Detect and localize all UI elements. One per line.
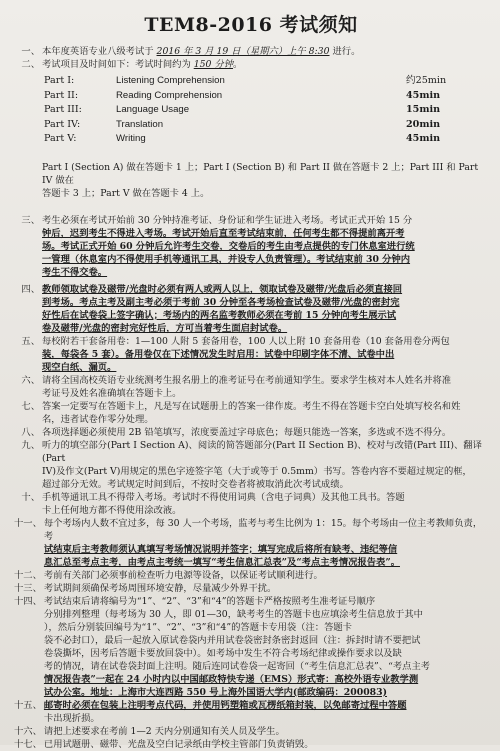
part-label: Part IV:: [44, 118, 81, 130]
part-time: 约25min: [406, 75, 447, 86]
item-2: [14, 58, 488, 71]
rule-line: 息汇总至考点主考，由考点主考统一填写“考生信息汇总表”及“考点主考情况报告表”。: [43, 556, 400, 568]
rule-number: 十六、: [14, 725, 42, 737]
part-label: Part III:: [44, 104, 82, 115]
rule-line: 考前有关部门必须事前检查听力电源等设备，以保证考试顺利进行。: [43, 569, 323, 581]
exam-date: 2016 年 3 月 19 日（星期六）上午 8:30: [156, 46, 330, 57]
rule-line: IV)及作文(Part V)用规定的黑色字迹签字笔（大于或等于 0.5mm）书写。答卷内容不要超过规定的框，: [42, 465, 472, 477]
item-number: 一、: [21, 46, 40, 57]
rule-number: 十四、: [14, 595, 42, 607]
rule-3: [14, 214, 488, 279]
part-time: 20min: [406, 118, 441, 130]
item-1-prefix: 本年度英语专业八级考试于: [42, 46, 157, 57]
rule-line: 已用试题册、磁带、光盘及空白记录纸由学校主管部门负责销毁。: [43, 738, 314, 750]
rule-line: 试结束后主考教师须认真填写考场情况说明并签字；填写完成后将所有缺考、违纪等信: [43, 543, 398, 555]
rule-13: [14, 582, 488, 595]
part-label: Part I:: [44, 75, 75, 86]
rule-line: 场。考试正式开始 60 分钟后允许考生交卷，交卷后的考生由考点提供的专门休息室进行统: [42, 240, 415, 252]
part-time: 45min: [406, 89, 441, 101]
rule-number: 十一、: [14, 517, 42, 529]
rule-4: [14, 283, 488, 335]
rule-line: 卡出现折损。: [43, 712, 100, 724]
item-text: [42, 58, 488, 71]
item-2-prefix: 考试项目及时间如下：考试时间约为: [42, 59, 194, 70]
part-name: Reading Comprehension: [116, 89, 223, 101]
part-row: [44, 118, 488, 133]
rule-number: 九、: [21, 439, 40, 451]
part-time: 15min: [406, 104, 441, 115]
item-1-suffix: 进行。: [329, 46, 361, 57]
rule-6: [14, 374, 488, 400]
rule-line: 手机等通讯工具不得带入考场。考试时不得使用词典（含电子词典）及其他工具书。答题: [42, 491, 405, 503]
rule-16: [14, 725, 488, 738]
rule-line: 袋不必封口），最后一起放入原试卷袋内并用试卷袋密封条密封返回（注：拆封时请不要把试: [43, 634, 421, 646]
answer-sheet-note-line: Part I (Section A) 做在答题卡 1 上；Part I (Section B) 和 Part II 做在答题卡 2 上；Part III 和 Part IV 做在: [42, 161, 479, 186]
rule-number: 八、: [21, 426, 40, 438]
rule-line: 请将全国高校英语专业统测考生报名册上的准考证号在考前通知学生。要求学生核对本人姓名并将准: [42, 374, 452, 386]
page-title: TEM8-2016 考试须知: [144, 14, 358, 36]
rule-line: 情况报告表”一起在 24 小时内以中国邮政特快专递（EMS）形式寄：高校外语专业教学测: [43, 673, 419, 685]
rule-line: 考生必须在考试开始前 30 分钟持准考证、身份证和学生证进入考场。考试正式开始 15 分: [42, 214, 413, 226]
rule-number: 三、: [21, 214, 40, 226]
rule-15: [14, 699, 488, 725]
rule-line: 卷袋撕坏，因考后答题卡要放回袋中）。如考场中发生不符合考场纪律或操作要求以及缺: [43, 647, 402, 659]
answer-sheet-note-line: 答题卡 3 上；Part V 做在答题卡 4 上。: [42, 187, 210, 199]
rule-line: 超过部分无效。考试规定时间到后，不按时交卷者将被取消此次考试成绩。: [42, 478, 349, 490]
exam-duration: 150 分钟: [193, 59, 234, 70]
part-row: [44, 74, 488, 89]
rule-line: 卡上任何地方都不得使用涂改液。: [42, 504, 182, 516]
rule-11: [14, 517, 488, 569]
rule-7: [14, 400, 488, 426]
rule-line: ），然后分别装回编号为“1”、“2”、“3”和“4”的答题卡专用袋（注：答题卡: [43, 621, 352, 633]
item-2-suffix: 。: [233, 59, 243, 70]
rule-9: [14, 439, 488, 491]
rule-line: 名，违者试卷作零分处理。: [42, 413, 154, 425]
part-time: 45min: [406, 133, 441, 144]
item-1: [14, 45, 488, 58]
part-row: [44, 103, 488, 118]
rule-12: [14, 569, 488, 582]
rule-5: [14, 335, 488, 374]
rule-line: 每校附若干套备用卷：1—100 人附 5 套备用卷，100 人以上附 10 套备用卷（10 套备用卷分两包: [42, 335, 450, 347]
rule-number: 十二、: [14, 569, 42, 581]
rule-line: 考生不得交卷。: [42, 266, 108, 278]
rule-number: 十三、: [14, 582, 42, 594]
part-name: Listening Comprehension: [116, 75, 225, 86]
rule-number: 五、: [21, 335, 40, 347]
rule-number: 十七、: [14, 738, 42, 750]
part-label: Part V:: [44, 133, 77, 144]
rule-line: 试办公室。地址：上海市大连西路 550 号上海外国语大学内(邮政编码：200083): [43, 686, 388, 698]
rule-line: 教师领取试卷及磁带/光盘时必须有两人或两人以上，领取试卷及磁带/光盘后必须直接回: [42, 283, 403, 295]
part-name: Translation: [116, 118, 164, 130]
part-row: [44, 89, 488, 104]
rule-8: [14, 426, 488, 439]
rule-line: 各项选择题必须使用 2B 铅笔填写，浓度要盖过字母底色；每题只能选一答案，多选或不选不得分。: [42, 426, 452, 438]
rule-line: 分别排列整理（每考场为 30 人，即 01—30，缺考考生的答题卡也应填涂考生信息放于其中: [43, 608, 423, 620]
rule-number: 十五、: [14, 699, 42, 711]
rule-line: 答案一定要写在答题卡上，凡是写在试题册上的答案一律作废。考生不得在答题卡空白处填写校名和姓: [42, 400, 461, 412]
rule-line: 听力的填空部分(Part I Section A)、阅读的简答题部分(Part II Section B)、校对与改错(Part III)、翻译(Part: [42, 439, 482, 464]
rule-line: 装，每袋各 5 套）。备用卷仅在下述情况发生时启用：试卷中印刷字体不清、试卷中出: [42, 348, 395, 360]
rule-line: 考试期间须确保考场周围环境安静，尽量减少外界干扰。: [43, 582, 277, 594]
rule-line: 一管理（休息室内不得使用手机等通讯工具，并设专人负责管理）。考试结束前 30 分钟内: [42, 253, 411, 265]
parts-list: [44, 74, 488, 147]
rule-14: [14, 595, 488, 699]
rule-line: 考的情况，请在试卷袋封面上注明。随后连同试卷袋一起寄回（“考生信息汇总表”、“考点主考: [43, 660, 431, 672]
rule-line: 好性后在试卷袋上签字确认；考场内的两名监考教师必须在考前 15 分钟向考生展示试: [42, 309, 397, 321]
rule-line: 考试结束后请将编号为“1”、“2”、“3”和“4”的答题卡严格按照考生准考证号顺序: [43, 595, 376, 607]
item-number: 二、: [21, 59, 40, 70]
rule-line: 考证号及姓名准确填在答题卡上。: [42, 387, 182, 399]
rule-17: [14, 738, 488, 751]
part-name: Language Usage: [116, 104, 190, 115]
part-name: Writing: [116, 133, 146, 144]
rule-line: 卷及磁带/光盘的密封完好性后，方可当着考生面启封试卷。: [42, 322, 288, 334]
rule-number: 六、: [21, 374, 40, 386]
rule-line: 邮寄时必须在包装上注明考点代码，并使用钙塑箱或瓦楞纸箱封装，以免邮寄过程中答题: [43, 699, 407, 711]
item-text: [42, 45, 488, 58]
rule-line: 请把上述要求在考前 1—2 天内分别通知有关人员及学生。: [43, 725, 285, 737]
rule-line: 每个考场内人数不宜过多，每 30 人一个考场，监考与考生比例为 1：15。每个考场由一位主考教师负责，考: [43, 517, 483, 542]
rule-line: 现空白纸、漏页。: [42, 361, 117, 373]
rule-line: 到考场。考点主考及副主考必须于考前 30 分钟至各考场检查试卷及磁带/光盘的密封完: [42, 296, 400, 308]
rule-number: 十、: [21, 491, 40, 503]
part-label: Part II:: [44, 89, 79, 101]
rule-line: 钟后，迟到考生不得进入考场。考试开始后直至考试结束前，任何考生都不得提前离开考: [42, 227, 405, 239]
part-row: [44, 132, 488, 147]
rule-10: [14, 491, 488, 517]
rule-number: 七、: [21, 400, 40, 412]
rule-number: 四、: [21, 283, 40, 295]
